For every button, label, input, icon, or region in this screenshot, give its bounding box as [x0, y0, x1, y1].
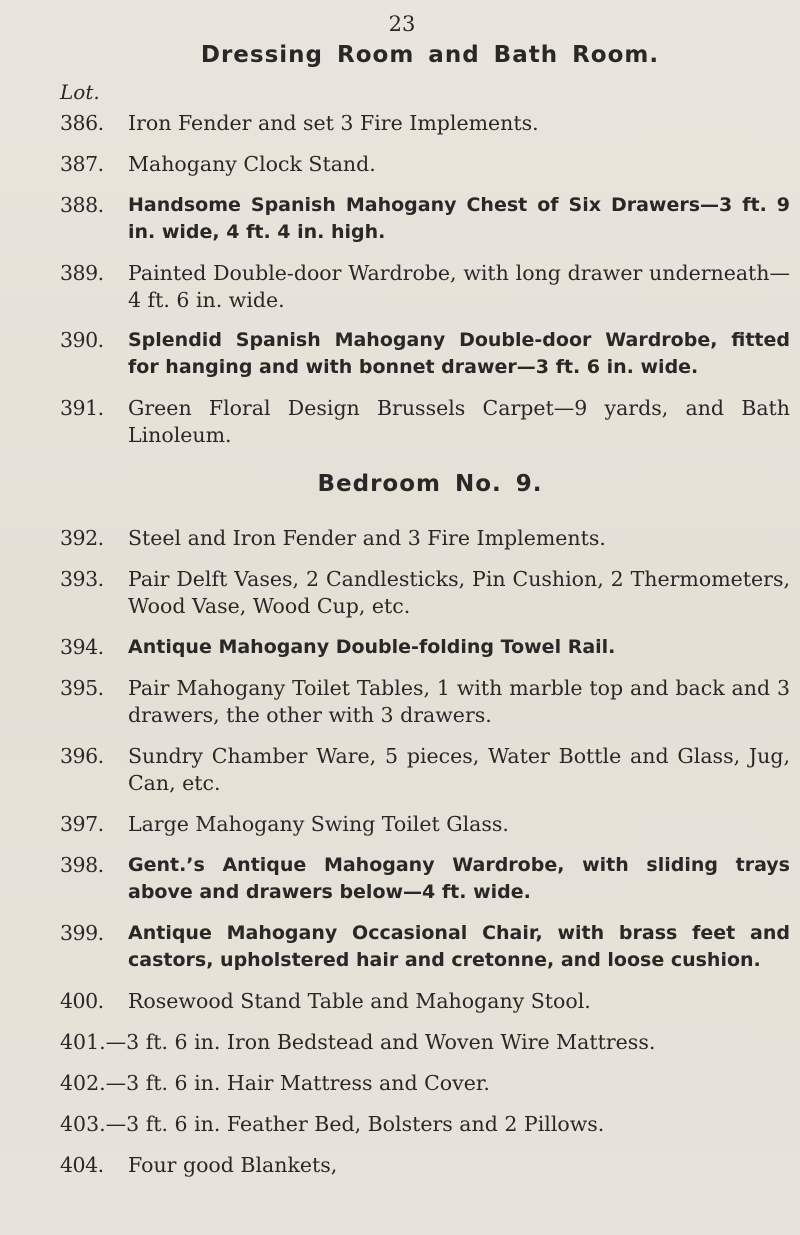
lot-description: Iron Fender and set 3 Fire Implements.	[128, 111, 539, 135]
lot-entry-403	[60, 1111, 790, 1138]
lot-entry-402	[60, 1070, 790, 1097]
lot-number: 396.	[60, 744, 104, 768]
lot-number: 399.	[60, 921, 104, 945]
lot-entry-400	[60, 988, 790, 1015]
lot-description: Large Mahogany Swing Toilet Glass.	[128, 812, 509, 836]
lot-number: 388.	[60, 193, 104, 217]
lot-number: 386.	[60, 111, 104, 135]
lot-number: 390.	[60, 328, 104, 352]
lot-description: Rosewood Stand Table and Mahogany Stool.	[128, 989, 591, 1013]
lot-description: 401.—3 ft. 6 in. Iron Bedstead and Woven Wire Mattress.	[60, 1030, 656, 1054]
lot-entry-401	[60, 1029, 790, 1056]
lot-entry-394	[60, 634, 790, 661]
lot-entry-395	[60, 675, 790, 729]
lot-number: 392.	[60, 526, 104, 550]
lot-number: 387.	[60, 152, 104, 176]
lot-entry-399	[60, 920, 790, 974]
lot-number: 397.	[60, 812, 104, 836]
lot-description: 402.—3 ft. 6 in. Hair Mattress and Cover.	[60, 1071, 490, 1095]
lot-description: Pair Delft Vases, 2 Candlesticks, Pin Cushion, 2 Thermometers, Wood Vase, Wood Cup, etc.	[128, 567, 790, 618]
lot-description: Gent.’s Antique Mahogany Wardrobe, with sliding trays above and drawers below—4 ft. wide.	[128, 854, 790, 903]
lot-description: Antique Mahogany Double-folding Towel Rail.	[128, 636, 616, 658]
lot-description: Steel and Iron Fender and 3 Fire Implements.	[128, 526, 606, 550]
lot-entry-404	[60, 1152, 790, 1179]
lot-entry-388	[60, 192, 790, 246]
lot-description: Mahogany Clock Stand.	[128, 152, 376, 176]
lot-number: 391.	[60, 396, 104, 420]
lot-column-header: Lot.	[60, 80, 100, 104]
lot-description: Sundry Chamber Ware, 5 pieces, Water Bottle and Glass, Jug, Can, etc.	[128, 744, 790, 795]
lot-description: Four good Blankets,	[128, 1153, 338, 1177]
lot-entry-386	[60, 110, 790, 137]
lot-description: 403.—3 ft. 6 in. Feather Bed, Bolsters and 2 Pillows.	[60, 1112, 605, 1136]
lot-description: Splendid Spanish Mahogany Double-door Wardrobe, fitted for hanging and with bonnet drawer—3 ft. 6 in. wide.	[128, 329, 790, 378]
lot-entry-391	[60, 395, 790, 449]
lot-entry-390	[60, 327, 790, 381]
lot-number: 404.	[60, 1153, 104, 1177]
lot-description: Painted Double-door Wardrobe, with long drawer underneath—4 ft. 6 in. wide.	[128, 261, 790, 312]
lot-number: 394.	[60, 635, 104, 659]
section-heading-dressing-room: Dressing Room and Bath Room.	[200, 42, 660, 68]
lot-description: Green Floral Design Brussels Carpet—9 yards, and Bath Linoleum.	[128, 396, 790, 447]
lot-number: 398.	[60, 853, 104, 877]
lot-entry-396	[60, 743, 790, 797]
lot-number: 400.	[60, 989, 104, 1013]
lot-number: 393.	[60, 567, 104, 591]
lot-entry-392	[60, 525, 790, 552]
lot-entry-387	[60, 151, 790, 178]
lot-entry-398	[60, 852, 790, 906]
section-heading-bedroom-9: Bedroom No. 9.	[317, 471, 543, 497]
lot-number: 395.	[60, 676, 104, 700]
lot-entry-397	[60, 811, 790, 838]
lot-description: Pair Mahogany Toilet Tables, 1 with marble top and back and 3 drawers, the other with 3 drawers.	[128, 676, 790, 727]
lot-entry-393	[60, 566, 790, 620]
lot-number: 389.	[60, 261, 104, 285]
lot-description: Handsome Spanish Mahogany Chest of Six Drawers—3 ft. 9 in. wide, 4 ft. 4 in. high.	[128, 194, 790, 243]
lot-description: Antique Mahogany Occasional Chair, with brass feet and castors, upholstered hair and cretonne, and loose cushion.	[128, 922, 790, 971]
lot-entry-389	[60, 260, 790, 314]
page-number: 23	[388, 12, 416, 36]
